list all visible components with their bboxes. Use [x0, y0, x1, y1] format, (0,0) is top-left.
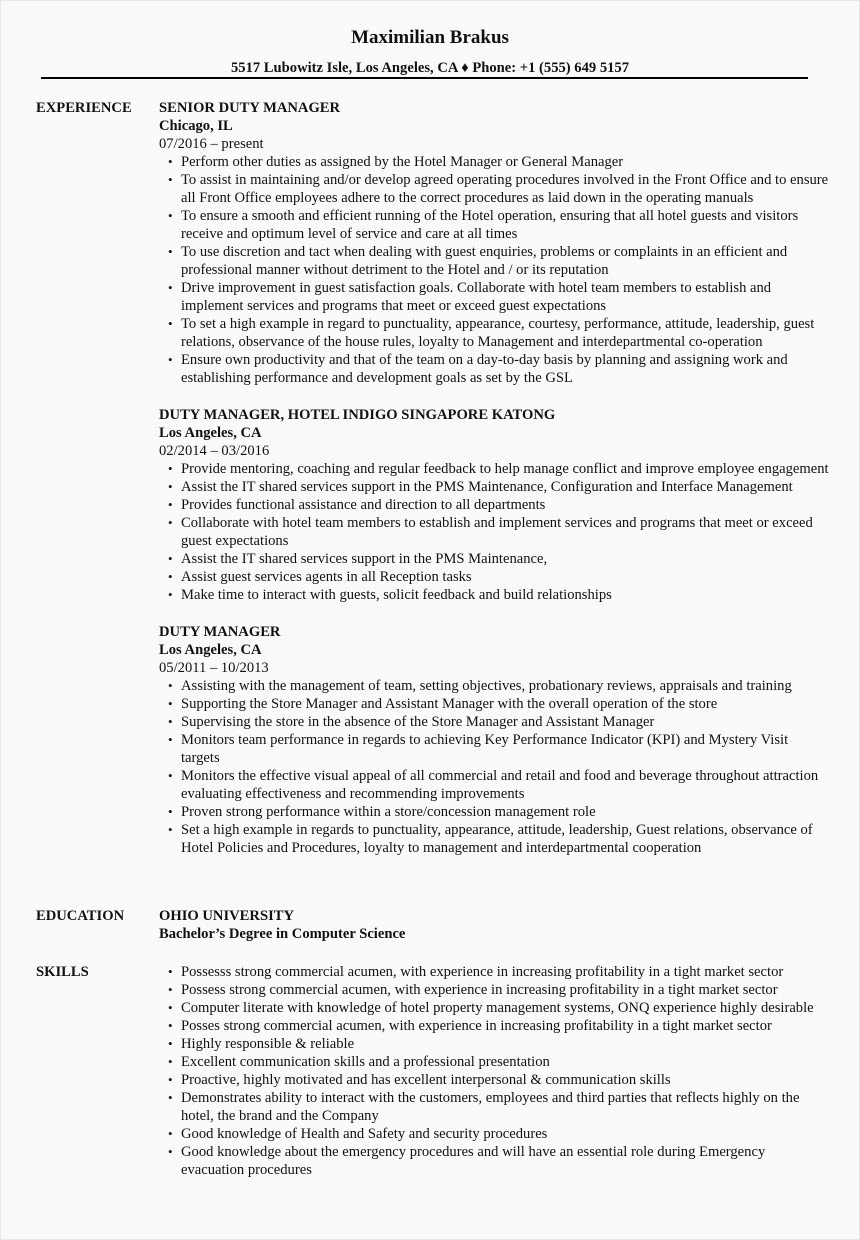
experience-list [159, 99, 829, 876]
duty-item: • Proven strong performance within a store/concession management role [181, 803, 829, 821]
education-entry [159, 907, 829, 943]
duty-item: • Supporting the Store Manager and Assistant Manager with the overall operation of the store [181, 695, 829, 713]
contact-line: 5517 Lubowitz Isle, Los Angeles, CA ♦ Phone: +1 (555) 649 5157 [230, 60, 630, 76]
duty-item: • To use discretion and tact when dealing with guest enquiries, problems or complaints in an efficient and professional manner without detriment to the Hotel and / or its reputation [181, 243, 829, 279]
skill-item: • Proactive, highly motivated and has excellent interpersonal & communication skills [181, 1071, 829, 1089]
skills-bullets [159, 963, 829, 1179]
duty-item: • Monitors team performance in regards to achieving Key Performance Indicator (KPI) and Mystery Visit targets [181, 731, 829, 767]
section-label-education: EDUCATION [36, 908, 125, 924]
job-dates: 07/2016 – present [159, 136, 264, 152]
skill-item: • Computer literate with knowledge of hotel property management systems, ONQ experience highly desirable [181, 999, 829, 1017]
duty-item: • Assist the IT shared services support in the PMS Maintenance, Configuration and Interface Management [181, 478, 829, 496]
duty-item: • Provides functional assistance and direction to all departments [181, 496, 829, 514]
job-title: DUTY MANAGER [159, 624, 281, 640]
skill-item: • Highly responsible & reliable [181, 1035, 829, 1053]
job-duties [159, 677, 829, 857]
section-label-skills: SKILLS [36, 964, 89, 980]
job-duties [159, 153, 829, 387]
job-entry [159, 623, 829, 857]
school-name: OHIO UNIVERSITY [159, 908, 295, 924]
duty-item: • Monitors the effective visual appeal of all commercial and retail and food and beverage throughout attraction evaluating effectiveness and recommending improvements [181, 767, 829, 803]
skill-item: • Good knowledge about the emergency procedures and will have an essential role during Emergency evacuation procedures [181, 1143, 829, 1179]
job-location: Chicago, IL [159, 118, 233, 134]
duty-item: • Set a high example in regards to punctuality, appearance, attitude, leadership, Guest relations, observance of Hotel Policies and Procedures, loyalty to management and interdepartmental cooperation [181, 821, 829, 857]
duty-item: • Provide mentoring, coaching and regular feedback to help manage conflict and improve employee engagement [181, 460, 829, 478]
duty-item: • Supervising the store in the absence of the Store Manager and Assistant Manager [181, 713, 829, 731]
skills-list [159, 963, 829, 1179]
duty-item: • To assist in maintaining and/or develop agreed operating procedures involved in the Front Office and to ensure all Front Office employees adhere to the correct procedures as laid down in the operating manuals [181, 171, 829, 207]
job-entry [159, 99, 829, 387]
job-location: Los Angeles, CA [159, 642, 262, 658]
job-dates: 05/2011 – 10/2013 [159, 660, 269, 676]
job-title: SENIOR DUTY MANAGER [159, 100, 341, 116]
job-title: DUTY MANAGER, HOTEL INDIGO SINGAPORE KATONG [159, 407, 556, 423]
duty-item: • Collaborate with hotel team members to establish and implement services and programs that meet or exceed guest expectations [181, 514, 829, 550]
skill-item: • Demonstrates ability to interact with the customers, employees and third parties that reflects highly on the hotel, the brand and the Company [181, 1089, 829, 1125]
duty-item: • Perform other duties as assigned by the Hotel Manager or General Manager [181, 153, 829, 171]
section-label-experience: EXPERIENCE [36, 100, 132, 116]
header-divider [41, 77, 808, 79]
skill-item: • Posses strong commercial acumen, with experience in increasing profitability in a tight market sector [181, 1017, 829, 1035]
duty-item: • To set a high example in regard to punctuality, appearance, courtesy, performance, attitude, leadership, guest relations, observance of the house rules, loyalty to Management and interdepartmental co-operation [181, 315, 829, 351]
duty-item: • To ensure a smooth and efficient running of the Hotel operation, ensuring that all hotel guests and visitors receive and optimum level of service and care at all times [181, 207, 829, 243]
job-duties [159, 460, 829, 604]
skill-item: • Possesss strong commercial acumen, with experience in increasing profitability in a tight market sector [181, 963, 829, 981]
degree: Bachelor’s Degree in Computer Science [159, 926, 406, 942]
duty-item: • Make time to interact with guests, solicit feedback and build relationships [181, 586, 829, 604]
duty-item: • Assisting with the management of team, setting objectives, probationary reviews, appraisals and training [181, 677, 829, 695]
job-location: Los Angeles, CA [159, 425, 262, 441]
job-dates: 02/2014 – 03/2016 [159, 443, 270, 459]
skill-item: • Good knowledge of Health and Safety and security procedures [181, 1125, 829, 1143]
duty-item: • Drive improvement in guest satisfaction goals. Collaborate with hotel team members to establish and implement services and programs that meet or exceed guest expectations [181, 279, 829, 315]
job-entry [159, 406, 829, 604]
skill-item: • Possess strong commercial acumen, with experience in increasing profitability in a tight market sector [181, 981, 829, 999]
duty-item: • Assist the IT shared services support in the PMS Maintenance, [181, 550, 829, 568]
skill-item: • Excellent communication skills and a professional presentation [181, 1053, 829, 1071]
duty-item: • Ensure own productivity and that of the team on a day-to-day basis by planning and assigning work and establishing performance and development goals as set by the GSL [181, 351, 829, 387]
candidate-name: Maximilian Brakus [351, 27, 509, 48]
duty-item: • Assist guest services agents in all Reception tasks [181, 568, 829, 586]
